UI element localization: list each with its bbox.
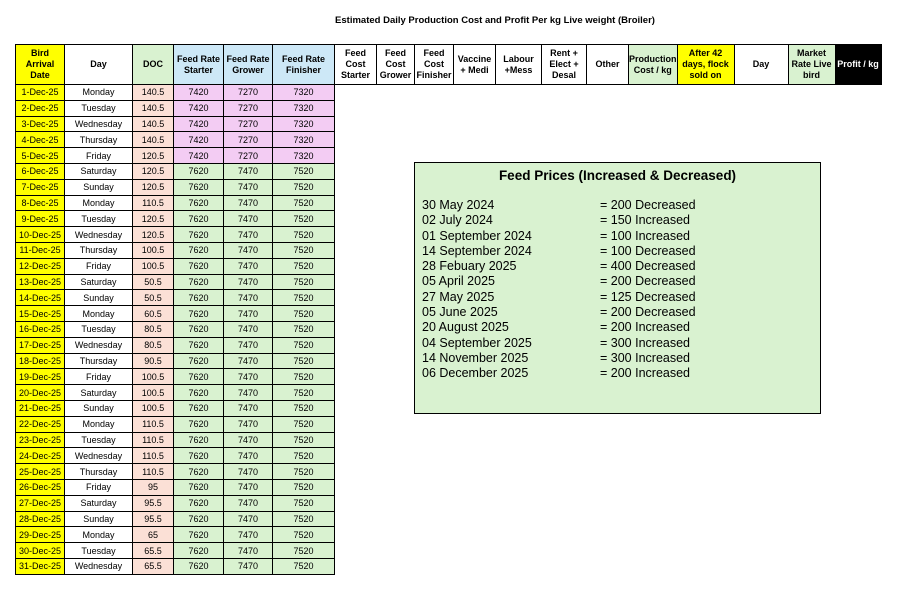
table-row [16, 432, 882, 448]
feed-price-entry [422, 274, 817, 289]
day-cell[interactable]: Friday [65, 148, 133, 164]
feed-price-entry [422, 198, 817, 213]
doc-cell[interactable]: 65.5 [133, 558, 174, 574]
day-cell[interactable]: Wednesday [65, 116, 133, 132]
feed-rate-finisher-cell[interactable]: 7520 [273, 353, 335, 369]
doc-cell[interactable]: 65 [133, 527, 174, 543]
doc-cell[interactable]: 80.5 [133, 337, 174, 353]
feed-rate-starter-cell[interactable]: 7620 [174, 479, 224, 495]
col-header-production-cost: Production Cost / kg [629, 45, 678, 85]
table-row [16, 100, 882, 116]
feed-rate-finisher-cell[interactable]: 7520 [273, 558, 335, 574]
feed-rate-starter-cell[interactable]: 7620 [174, 337, 224, 353]
doc-cell[interactable]: 95.5 [133, 511, 174, 527]
feed-price-change: = 125 Decreased [600, 289, 696, 304]
arrival-date-cell[interactable]: 19-Dec-25 [16, 369, 65, 385]
doc-cell[interactable]: 140.5 [133, 116, 174, 132]
arrival-date-cell[interactable]: 6-Dec-25 [16, 163, 65, 179]
feed-rate-starter-cell[interactable]: 7620 [174, 432, 224, 448]
feed-rate-finisher-cell[interactable]: 7520 [273, 416, 335, 432]
feed-rate-grower-cell[interactable]: 7470 [224, 258, 273, 274]
feed-rate-starter-cell[interactable]: 7620 [174, 274, 224, 290]
feed-rate-finisher-cell[interactable]: 7520 [273, 448, 335, 464]
feed-rate-grower-cell[interactable]: 7470 [224, 369, 273, 385]
feed-price-entry [422, 351, 817, 366]
table-row [16, 558, 882, 574]
feed-rate-finisher-cell[interactable]: 7520 [273, 306, 335, 322]
feed-rate-starter-cell[interactable]: 7420 [174, 132, 224, 148]
doc-cell[interactable]: 120.5 [133, 211, 174, 227]
doc-cell[interactable]: 95 [133, 479, 174, 495]
feed-rate-finisher-cell[interactable]: 7520 [273, 227, 335, 243]
feed-rate-starter-cell[interactable]: 7620 [174, 385, 224, 401]
day-cell[interactable]: Thursday [65, 242, 133, 258]
arrival-date-cell[interactable]: 24-Dec-25 [16, 448, 65, 464]
table-row [16, 479, 882, 495]
feed-price-change: = 200 Increased [600, 320, 690, 335]
arrival-date-cell[interactable]: 31-Dec-25 [16, 558, 65, 574]
feed-rate-grower-cell[interactable]: 7470 [224, 558, 273, 574]
day-cell[interactable]: Tuesday [65, 432, 133, 448]
feed-rate-starter-cell[interactable]: 7620 [174, 511, 224, 527]
arrival-date-cell[interactable]: 1-Dec-25 [16, 85, 65, 101]
feed-rate-grower-cell[interactable]: 7470 [224, 432, 273, 448]
doc-cell[interactable]: 100.5 [133, 258, 174, 274]
table-row [16, 85, 882, 101]
feed-rate-finisher-cell[interactable]: 7520 [273, 464, 335, 480]
feed-rate-grower-cell[interactable]: 7270 [224, 100, 273, 116]
feed-rate-starter-cell[interactable]: 7620 [174, 195, 224, 211]
feed-rate-starter-cell[interactable]: 7620 [174, 258, 224, 274]
feed-rate-grower-cell[interactable]: 7470 [224, 416, 273, 432]
feed-price-change: = 300 Increased [600, 335, 690, 350]
arrival-date-cell[interactable]: 21-Dec-25 [16, 400, 65, 416]
col-header-feed-cost-grower: Feed Cost Grower [377, 45, 415, 85]
feed-price-change: = 150 Increased [600, 213, 690, 228]
table-row [16, 543, 882, 559]
feed-rate-grower-cell[interactable]: 7470 [224, 385, 273, 401]
table-row [16, 495, 882, 511]
arrival-date-cell[interactable]: 9-Dec-25 [16, 211, 65, 227]
feed-price-date: 01 September 2024 [422, 228, 532, 243]
feed-price-change: = 100 Increased [600, 228, 690, 243]
feed-rate-grower-cell[interactable]: 7470 [224, 195, 273, 211]
feed-price-entry [422, 244, 817, 259]
feed-rate-starter-cell[interactable]: 7620 [174, 495, 224, 511]
feed-price-entry [422, 213, 817, 228]
day-cell[interactable]: Thursday [65, 132, 133, 148]
arrival-date-cell[interactable]: 18-Dec-25 [16, 353, 65, 369]
feed-rate-starter-cell[interactable]: 7620 [174, 416, 224, 432]
day-cell[interactable]: Sunday [65, 511, 133, 527]
feed-rate-finisher-cell[interactable]: 7320 [273, 100, 335, 116]
doc-cell[interactable]: 140.5 [133, 100, 174, 116]
arrival-date-cell[interactable]: 28-Dec-25 [16, 511, 65, 527]
table-row [16, 116, 882, 132]
table-row [16, 464, 882, 480]
col-header-market-rate: Market Rate Live bird [788, 45, 835, 85]
feed-rate-grower-cell[interactable]: 7470 [224, 448, 273, 464]
feed-rate-starter-cell[interactable]: 7620 [174, 558, 224, 574]
feed-price-change: = 400 Decreased [600, 259, 696, 274]
arrival-date-cell[interactable]: 4-Dec-25 [16, 132, 65, 148]
feed-rate-grower-cell[interactable]: 7470 [224, 227, 273, 243]
col-header-arrival-date: Bird Arrival Date [16, 45, 65, 85]
arrival-date-cell[interactable]: 20-Dec-25 [16, 385, 65, 401]
feed-rate-grower-cell[interactable]: 7470 [224, 495, 273, 511]
feed-price-change: = 200 Decreased [600, 198, 696, 212]
feed-prices-panel [414, 162, 821, 414]
sheet-title: Estimated Daily Production Cost and Profit Per kg Live weight (Broiler) [335, 15, 655, 26]
doc-cell[interactable]: 50.5 [133, 290, 174, 306]
table-row [16, 416, 882, 432]
arrival-date-cell[interactable]: 5-Dec-25 [16, 148, 65, 164]
table-row [16, 448, 882, 464]
feed-rate-finisher-cell[interactable]: 7520 [273, 290, 335, 306]
feed-rate-starter-cell[interactable]: 7420 [174, 148, 224, 164]
day-cell[interactable]: Monday [65, 306, 133, 322]
feed-rate-starter-cell[interactable]: 7620 [174, 163, 224, 179]
feed-rate-finisher-cell[interactable]: 7520 [273, 211, 335, 227]
feed-rate-starter-cell[interactable]: 7620 [174, 543, 224, 559]
feed-price-date: 05 April 2025 [422, 274, 495, 289]
day-cell[interactable]: Monday [65, 527, 133, 543]
col-header-feed-rate-starter: Feed Rate Starter [174, 45, 224, 85]
feed-rate-finisher-cell[interactable]: 7320 [273, 116, 335, 132]
feed-price-change: = 200 Increased [600, 366, 690, 381]
feed-rate-starter-cell[interactable]: 7620 [174, 321, 224, 337]
feed-rate-finisher-cell[interactable]: 7520 [273, 543, 335, 559]
feed-rate-finisher-cell[interactable]: 7520 [273, 479, 335, 495]
arrival-date-cell[interactable]: 7-Dec-25 [16, 179, 65, 195]
feed-rate-finisher-cell[interactable]: 7520 [273, 432, 335, 448]
feed-rate-grower-cell[interactable]: 7470 [224, 321, 273, 337]
table-row [16, 527, 882, 543]
doc-cell[interactable]: 50.5 [133, 274, 174, 290]
feed-prices-list [422, 198, 817, 382]
doc-cell[interactable]: 110.5 [133, 416, 174, 432]
feed-rate-finisher-cell[interactable]: 7520 [273, 321, 335, 337]
arrival-date-cell[interactable]: 17-Dec-25 [16, 337, 65, 353]
day-cell[interactable]: Saturday [65, 495, 133, 511]
day-cell[interactable]: Thursday [65, 464, 133, 480]
feed-rate-finisher-cell[interactable]: 7520 [273, 337, 335, 353]
day-cell[interactable]: Friday [65, 369, 133, 385]
feed-price-change: = 200 Decreased [600, 305, 696, 320]
feed-price-date: 02 July 2024 [422, 213, 493, 228]
day-cell[interactable]: Sunday [65, 290, 133, 306]
col-header-sold-after: After 42 days, flock sold on [677, 45, 734, 85]
feed-rate-starter-cell[interactable]: 7620 [174, 242, 224, 258]
doc-cell[interactable]: 100.5 [133, 385, 174, 401]
feed-rate-grower-cell[interactable]: 7470 [224, 163, 273, 179]
day-cell[interactable]: Sunday [65, 400, 133, 416]
feed-rate-starter-cell[interactable]: 7620 [174, 306, 224, 322]
doc-cell[interactable]: 100.5 [133, 400, 174, 416]
col-header-feed-rate-finisher: Feed Rate Finisher [273, 45, 335, 85]
feed-rate-starter-cell[interactable]: 7620 [174, 464, 224, 480]
feed-price-entry [422, 290, 817, 305]
doc-cell[interactable]: 110.5 [133, 464, 174, 480]
feed-rate-finisher-cell[interactable]: 7520 [273, 242, 335, 258]
table-row [16, 132, 882, 148]
doc-cell[interactable]: 100.5 [133, 242, 174, 258]
feed-price-entry [422, 259, 817, 274]
arrival-date-cell[interactable]: 26-Dec-25 [16, 479, 65, 495]
feed-rate-starter-cell[interactable]: 7420 [174, 116, 224, 132]
col-header-feed-cost-finisher: Feed Cost Finisher [415, 45, 454, 85]
feed-rate-finisher-cell[interactable]: 7320 [273, 85, 335, 101]
doc-cell[interactable]: 140.5 [133, 132, 174, 148]
col-header-other: Other [587, 45, 629, 85]
feed-rate-grower-cell[interactable]: 7470 [224, 479, 273, 495]
col-header-day: Day [65, 45, 133, 85]
feed-rate-starter-cell[interactable]: 7620 [174, 448, 224, 464]
col-header-vaccine: Vaccine + Medi [454, 45, 496, 85]
feed-price-entry [422, 336, 817, 351]
arrival-date-cell[interactable]: 22-Dec-25 [16, 416, 65, 432]
doc-cell[interactable]: 90.5 [133, 353, 174, 369]
col-header-feed-cost-starter: Feed Cost Starter [335, 45, 377, 85]
doc-cell[interactable]: 65.5 [133, 543, 174, 559]
feed-rate-grower-cell[interactable]: 7470 [224, 543, 273, 559]
feed-rate-grower-cell[interactable]: 7470 [224, 527, 273, 543]
day-cell[interactable]: Tuesday [65, 211, 133, 227]
arrival-date-cell[interactable]: 14-Dec-25 [16, 290, 65, 306]
feed-rate-grower-cell[interactable]: 7270 [224, 85, 273, 101]
col-header-doc: DOC [133, 45, 174, 85]
day-cell[interactable]: Wednesday [65, 558, 133, 574]
feed-rate-starter-cell[interactable]: 7620 [174, 290, 224, 306]
doc-cell[interactable]: 120.5 [133, 227, 174, 243]
day-cell[interactable]: Friday [65, 258, 133, 274]
feed-rate-starter-cell[interactable]: 7620 [174, 369, 224, 385]
feed-rate-finisher-cell[interactable]: 7520 [273, 385, 335, 401]
day-cell[interactable]: Tuesday [65, 100, 133, 116]
arrival-date-cell[interactable]: 23-Dec-25 [16, 432, 65, 448]
feed-price-date: 27 May 2025 [422, 289, 495, 304]
arrival-date-cell[interactable]: 2-Dec-25 [16, 100, 65, 116]
feed-rate-grower-cell[interactable]: 7270 [224, 132, 273, 148]
doc-cell[interactable]: 120.5 [133, 148, 174, 164]
feed-rate-starter-cell[interactable]: 7620 [174, 179, 224, 195]
arrival-date-cell[interactable]: 10-Dec-25 [16, 227, 65, 243]
table-row [16, 511, 882, 527]
feed-rate-finisher-cell[interactable]: 7520 [273, 163, 335, 179]
doc-cell[interactable]: 95.5 [133, 495, 174, 511]
feed-prices-title: Feed Prices (Increased & Decreased) [498, 168, 737, 183]
arrival-date-cell[interactable]: 25-Dec-25 [16, 464, 65, 480]
feed-rate-starter-cell[interactable]: 7620 [174, 227, 224, 243]
day-cell[interactable]: Wednesday [65, 448, 133, 464]
feed-rate-finisher-cell[interactable]: 7320 [273, 132, 335, 148]
feed-rate-starter-cell[interactable]: 7420 [174, 100, 224, 116]
feed-price-date: 04 September 2025 [422, 335, 532, 350]
col-header-labour: Labour +Mess [496, 45, 542, 85]
feed-rate-grower-cell[interactable]: 7470 [224, 242, 273, 258]
feed-price-date: 14 September 2024 [422, 243, 532, 258]
doc-cell[interactable]: 110.5 [133, 195, 174, 211]
feed-rate-starter-cell[interactable]: 7620 [174, 527, 224, 543]
feed-price-entry [422, 320, 817, 335]
day-cell[interactable]: Friday [65, 479, 133, 495]
feed-rate-grower-cell[interactable]: 7470 [224, 274, 273, 290]
doc-cell[interactable]: 80.5 [133, 321, 174, 337]
feed-rate-finisher-cell[interactable]: 7520 [273, 369, 335, 385]
arrival-date-cell[interactable]: 8-Dec-25 [16, 195, 65, 211]
feed-price-change: = 100 Decreased [600, 243, 696, 258]
feed-rate-finisher-cell[interactable]: 7520 [273, 495, 335, 511]
col-header-rent: Rent + Elect + Desal [542, 45, 587, 85]
feed-rate-starter-cell[interactable]: 7420 [174, 85, 224, 101]
feed-price-entry [422, 305, 817, 320]
feed-price-change: = 300 Increased [600, 350, 690, 365]
feed-rate-grower-cell[interactable]: 7470 [224, 400, 273, 416]
doc-cell[interactable]: 110.5 [133, 432, 174, 448]
day-cell[interactable]: Tuesday [65, 321, 133, 337]
feed-rate-finisher-cell[interactable]: 7520 [273, 179, 335, 195]
day-cell[interactable]: Saturday [65, 274, 133, 290]
feed-rate-finisher-cell[interactable]: 7520 [273, 527, 335, 543]
day-cell[interactable]: Monday [65, 416, 133, 432]
day-cell[interactable]: Wednesday [65, 337, 133, 353]
doc-cell[interactable]: 120.5 [133, 179, 174, 195]
feed-rate-grower-cell[interactable]: 7470 [224, 290, 273, 306]
feed-rate-grower-cell[interactable]: 7470 [224, 464, 273, 480]
day-cell[interactable]: Wednesday [65, 227, 133, 243]
arrival-date-cell[interactable]: 30-Dec-25 [16, 543, 65, 559]
day-cell[interactable]: Monday [65, 195, 133, 211]
feed-rate-grower-cell[interactable]: 7470 [224, 337, 273, 353]
day-cell[interactable]: Thursday [65, 353, 133, 369]
arrival-date-cell[interactable]: 27-Dec-25 [16, 495, 65, 511]
feed-rate-grower-cell[interactable]: 7470 [224, 353, 273, 369]
feed-rate-grower-cell[interactable]: 7470 [224, 211, 273, 227]
col-header-profit: Profit / kg [835, 45, 881, 85]
feed-rate-grower-cell[interactable]: 7270 [224, 116, 273, 132]
feed-rate-grower-cell[interactable]: 7470 [224, 306, 273, 322]
feed-price-entry [422, 366, 817, 381]
arrival-date-cell[interactable]: 11-Dec-25 [16, 242, 65, 258]
feed-rate-finisher-cell[interactable]: 7520 [273, 511, 335, 527]
feed-rate-finisher-cell[interactable]: 7520 [273, 258, 335, 274]
header-row [16, 45, 882, 85]
day-cell[interactable]: Sunday [65, 179, 133, 195]
day-cell[interactable]: Saturday [65, 385, 133, 401]
feed-price-date: 20 August 2025 [422, 320, 509, 335]
doc-cell[interactable]: 120.5 [133, 163, 174, 179]
feed-rate-grower-cell[interactable]: 7470 [224, 511, 273, 527]
arrival-date-cell[interactable]: 16-Dec-25 [16, 321, 65, 337]
arrival-date-cell[interactable]: 3-Dec-25 [16, 116, 65, 132]
day-cell[interactable]: Saturday [65, 163, 133, 179]
doc-cell[interactable]: 100.5 [133, 369, 174, 385]
doc-cell[interactable]: 60.5 [133, 306, 174, 322]
doc-cell[interactable]: 140.5 [133, 85, 174, 101]
feed-rate-grower-cell[interactable]: 7470 [224, 179, 273, 195]
feed-price-date: 28 Febuary 2025 [422, 259, 517, 274]
arrival-date-cell[interactable]: 12-Dec-25 [16, 258, 65, 274]
feed-rate-finisher-cell[interactable]: 7520 [273, 195, 335, 211]
day-cell[interactable]: Monday [65, 85, 133, 101]
feed-price-date: 14 November 2025 [422, 350, 529, 365]
doc-cell[interactable]: 110.5 [133, 448, 174, 464]
arrival-date-cell[interactable]: 13-Dec-25 [16, 274, 65, 290]
feed-price-date: 05 June 2025 [422, 305, 498, 320]
feed-rate-finisher-cell[interactable]: 7320 [273, 148, 335, 164]
feed-rate-starter-cell[interactable]: 7620 [174, 353, 224, 369]
col-header-feed-rate-grower: Feed Rate Grower [224, 45, 273, 85]
feed-rate-finisher-cell[interactable]: 7520 [273, 400, 335, 416]
feed-rate-starter-cell[interactable]: 7620 [174, 211, 224, 227]
feed-rate-finisher-cell[interactable]: 7520 [273, 274, 335, 290]
feed-price-date: 06 December 2025 [422, 366, 529, 381]
arrival-date-cell[interactable]: 29-Dec-25 [16, 527, 65, 543]
arrival-date-cell[interactable]: 15-Dec-25 [16, 306, 65, 322]
feed-price-entry [422, 229, 817, 244]
day-cell[interactable]: Tuesday [65, 543, 133, 559]
col-header-sale-day: Day [734, 45, 788, 85]
feed-price-date: 30 May 2024 [422, 198, 495, 212]
feed-price-change: = 200 Decreased [600, 274, 696, 289]
feed-rate-starter-cell[interactable]: 7620 [174, 400, 224, 416]
feed-rate-grower-cell[interactable]: 7270 [224, 148, 273, 164]
